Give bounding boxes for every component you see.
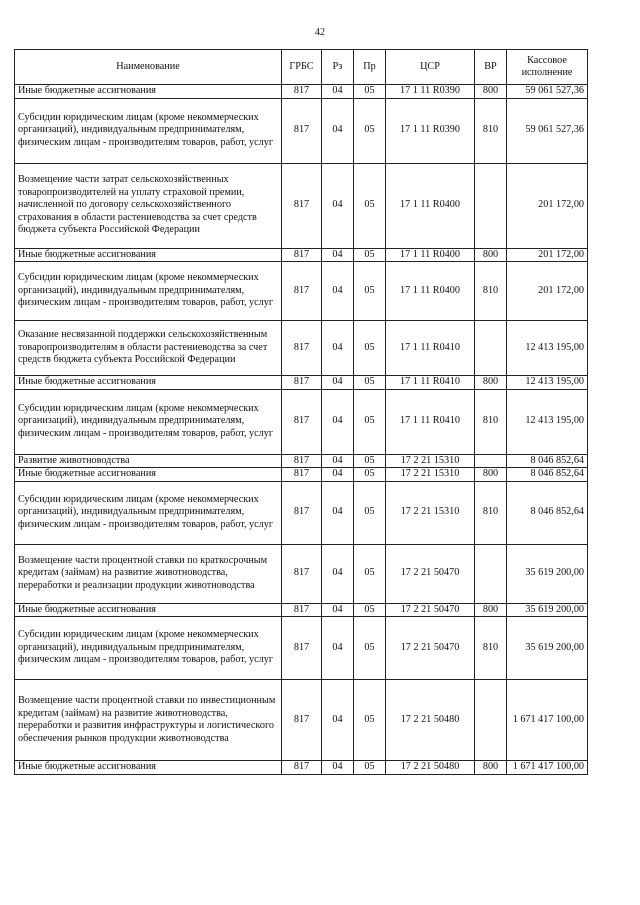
row-csr: 17 1 11 R0410	[386, 389, 475, 454]
row-rz: 04	[322, 163, 354, 248]
row-grbs: 817	[282, 544, 322, 603]
row-pr: 05	[354, 603, 386, 617]
table-row	[15, 617, 588, 680]
row-rz: 04	[322, 376, 354, 390]
row-csr: 17 2 21 50480	[386, 680, 475, 761]
row-vr: 810	[475, 389, 507, 454]
row-rz: 04	[322, 321, 354, 376]
row-amount: 8 046 852,64	[507, 481, 588, 544]
table-row	[15, 248, 588, 262]
table-row	[15, 163, 588, 248]
row-csr: 17 1 11 R0400	[386, 163, 475, 248]
row-csr: 17 2 21 50470	[386, 603, 475, 617]
row-rz: 04	[322, 761, 354, 775]
row-name: Субсидии юридическим лицам (кроме некоммерческих организаций), индивидуальным предпринимателям, физическим лицам - производителям товаров, работ, услуг	[15, 617, 282, 680]
table-row	[15, 376, 588, 390]
column-header-rz: Рз	[322, 50, 354, 85]
row-vr: 800	[475, 85, 507, 99]
row-csr: 17 1 11 R0400	[386, 248, 475, 262]
row-rz: 04	[322, 603, 354, 617]
row-amount: 35 619 200,00	[507, 603, 588, 617]
table-header-row	[15, 50, 588, 85]
row-name: Иные бюджетные ассигнования	[15, 603, 282, 617]
row-grbs: 817	[282, 85, 322, 99]
row-name: Субсидии юридическим лицам (кроме некоммерческих организаций), индивидуальным предпринимателям, физическим лицам - производителям товаров, работ, услуг	[15, 481, 282, 544]
row-amount: 1 671 417 100,00	[507, 761, 588, 775]
row-amount: 35 619 200,00	[507, 544, 588, 603]
row-grbs: 817	[282, 680, 322, 761]
table-row	[15, 454, 588, 468]
column-header-amount: Кассовое исполнение	[507, 50, 588, 85]
row-pr: 05	[354, 544, 386, 603]
row-pr: 05	[354, 617, 386, 680]
row-rz: 04	[322, 468, 354, 482]
row-pr: 05	[354, 98, 386, 163]
row-pr: 05	[354, 262, 386, 321]
column-header-pr: Пр	[354, 50, 386, 85]
row-csr: 17 1 11 R0400	[386, 262, 475, 321]
row-grbs: 817	[282, 248, 322, 262]
row-csr: 17 2 21 15310	[386, 481, 475, 544]
row-grbs: 817	[282, 376, 322, 390]
row-vr: 810	[475, 481, 507, 544]
row-rz: 04	[322, 481, 354, 544]
row-grbs: 817	[282, 389, 322, 454]
row-csr: 17 2 21 50470	[386, 617, 475, 680]
row-name: Оказание несвязанной поддержки сельскохозяйственным товаропроизводителям в области растениеводства за счет средств бюджета субъекта Российской Федерации	[15, 321, 282, 376]
row-rz: 04	[322, 454, 354, 468]
row-grbs: 817	[282, 481, 322, 544]
row-vr: 810	[475, 262, 507, 321]
row-vr: 810	[475, 617, 507, 680]
table-row	[15, 603, 588, 617]
row-amount: 201 172,00	[507, 248, 588, 262]
row-name: Иные бюджетные ассигнования	[15, 468, 282, 482]
row-pr: 05	[354, 321, 386, 376]
row-pr: 05	[354, 481, 386, 544]
row-grbs: 817	[282, 454, 322, 468]
row-pr: 05	[354, 761, 386, 775]
row-amount: 12 413 195,00	[507, 376, 588, 390]
table-row	[15, 481, 588, 544]
row-vr	[475, 454, 507, 468]
row-csr: 17 1 11 R0410	[386, 376, 475, 390]
table-row	[15, 468, 588, 482]
row-name: Иные бюджетные ассигнования	[15, 761, 282, 775]
row-amount: 201 172,00	[507, 163, 588, 248]
column-header-vr: ВР	[475, 50, 507, 85]
row-grbs: 817	[282, 262, 322, 321]
budget-table	[14, 49, 588, 775]
row-vr	[475, 544, 507, 603]
row-grbs: 817	[282, 163, 322, 248]
row-grbs: 817	[282, 603, 322, 617]
row-amount: 12 413 195,00	[507, 389, 588, 454]
table-row	[15, 85, 588, 99]
row-rz: 04	[322, 262, 354, 321]
row-name: Возмещение части процентной ставки по краткосрочным кредитам (займам) на развитие животноводства, переработки и реализации продукции животноводства	[15, 544, 282, 603]
row-name: Субсидии юридическим лицам (кроме некоммерческих организаций), индивидуальным предпринимателям, физическим лицам - производителям товаров, работ, услуг	[15, 262, 282, 321]
table-row	[15, 544, 588, 603]
row-amount: 201 172,00	[507, 262, 588, 321]
row-name: Развитие животноводства	[15, 454, 282, 468]
row-name: Субсидии юридическим лицам (кроме некоммерческих организаций), индивидуальным предпринимателям, физическим лицам - производителям товаров, работ, услуг	[15, 98, 282, 163]
row-grbs: 817	[282, 761, 322, 775]
row-grbs: 817	[282, 468, 322, 482]
row-csr: 17 2 21 50480	[386, 761, 475, 775]
row-vr	[475, 163, 507, 248]
row-vr: 800	[475, 248, 507, 262]
row-amount: 35 619 200,00	[507, 617, 588, 680]
row-rz: 04	[322, 389, 354, 454]
row-name: Иные бюджетные ассигнования	[15, 85, 282, 99]
row-vr	[475, 321, 507, 376]
row-pr: 05	[354, 468, 386, 482]
row-vr: 810	[475, 98, 507, 163]
table-row	[15, 98, 588, 163]
row-vr: 800	[475, 468, 507, 482]
row-csr: 17 1 11 R0390	[386, 85, 475, 99]
row-amount: 59 061 527,36	[507, 85, 588, 99]
row-vr	[475, 680, 507, 761]
row-name: Иные бюджетные ассигнования	[15, 248, 282, 262]
row-csr: 17 2 21 50470	[386, 544, 475, 603]
row-rz: 04	[322, 680, 354, 761]
row-pr: 05	[354, 454, 386, 468]
row-grbs: 817	[282, 98, 322, 163]
row-amount: 1 671 417 100,00	[507, 680, 588, 761]
row-amount: 12 413 195,00	[507, 321, 588, 376]
row-pr: 05	[354, 389, 386, 454]
table-row	[15, 262, 588, 321]
row-pr: 05	[354, 248, 386, 262]
table-row	[15, 761, 588, 775]
row-name: Возмещение части процентной ставки по инвестиционным кредитам (займам) на развитие животноводства, переработки и развития инфраструктуры и логистического обеспечения рынков продукции животноводства	[15, 680, 282, 761]
row-rz: 04	[322, 248, 354, 262]
row-csr: 17 2 21 15310	[386, 468, 475, 482]
row-grbs: 817	[282, 321, 322, 376]
row-rz: 04	[322, 617, 354, 680]
row-amount: 59 061 527,36	[507, 98, 588, 163]
row-grbs: 817	[282, 617, 322, 680]
table-row	[15, 389, 588, 454]
row-name: Иные бюджетные ассигнования	[15, 376, 282, 390]
row-csr: 17 1 11 R0390	[386, 98, 475, 163]
row-pr: 05	[354, 163, 386, 248]
row-amount: 8 046 852,64	[507, 454, 588, 468]
column-header-grbs: ГРБС	[282, 50, 322, 85]
row-pr: 05	[354, 680, 386, 761]
page-number: 42	[315, 27, 325, 38]
row-name: Субсидии юридическим лицам (кроме некоммерческих организаций), индивидуальным предпринимателям, физическим лицам - производителям товаров, работ, услуг	[15, 389, 282, 454]
row-vr: 800	[475, 761, 507, 775]
row-csr: 17 1 11 R0410	[386, 321, 475, 376]
column-header-name: Наименование	[15, 50, 282, 85]
row-pr: 05	[354, 85, 386, 99]
table-row	[15, 680, 588, 761]
row-rz: 04	[322, 544, 354, 603]
row-rz: 04	[322, 98, 354, 163]
row-amount: 8 046 852,64	[507, 468, 588, 482]
row-pr: 05	[354, 376, 386, 390]
row-name: Возмещение части затрат сельскохозяйственных товаропроизводителей на уплату страховой премии, начисленной по договору сельскохозяйственного страхования в области растениеводства за счет средств бюджета субъекта Российской Федерации	[15, 163, 282, 248]
row-rz: 04	[322, 85, 354, 99]
row-csr: 17 2 21 15310	[386, 454, 475, 468]
row-vr: 800	[475, 603, 507, 617]
row-vr: 800	[475, 376, 507, 390]
table-row	[15, 321, 588, 376]
column-header-csr: ЦСР	[386, 50, 475, 85]
